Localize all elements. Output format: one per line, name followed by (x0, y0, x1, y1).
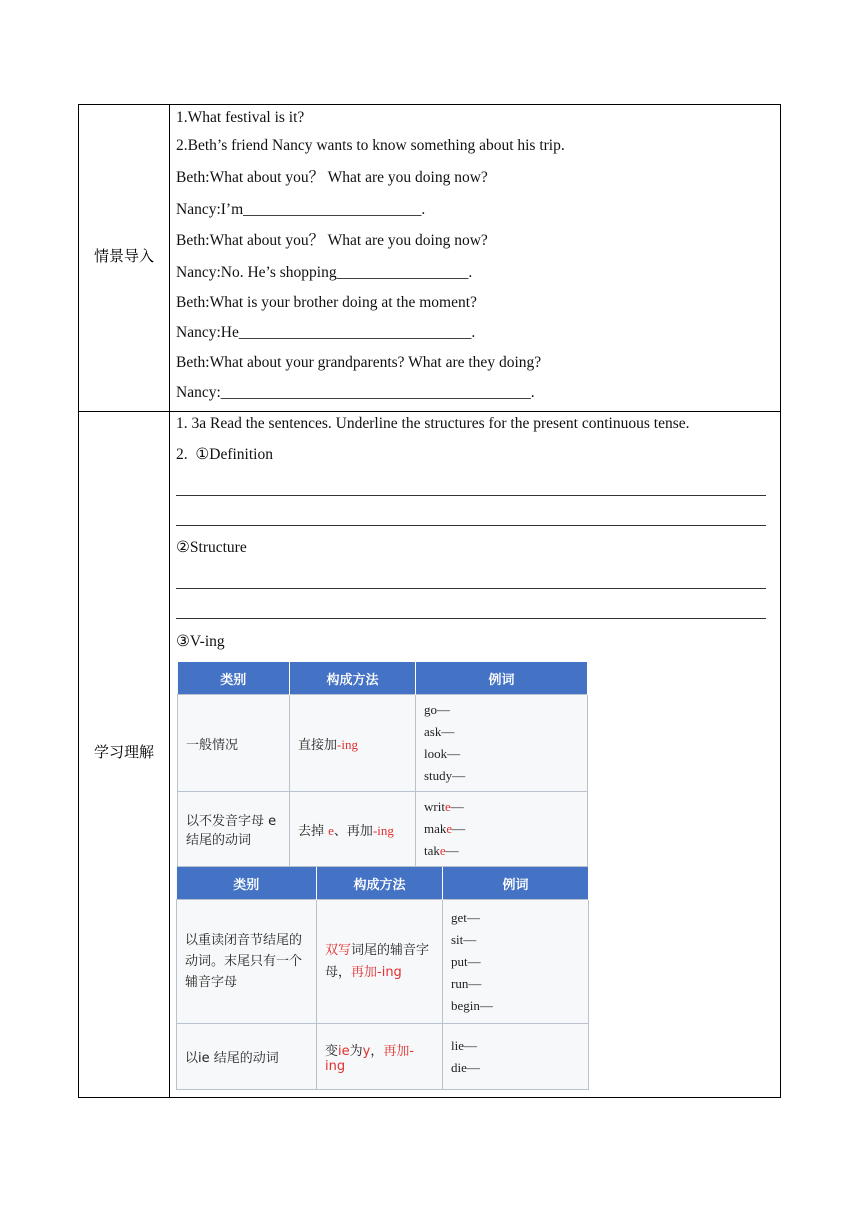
example-word: begin— (451, 997, 493, 1013)
row1-line-10: Nancy:________________________________________. (176, 384, 535, 401)
example-word: write— (424, 799, 464, 814)
row2-item2: 2. ①Definition (176, 446, 273, 463)
header-examples: 例词 (443, 867, 589, 900)
example-word: get— (451, 909, 480, 925)
header-examples: 例词 (416, 662, 588, 695)
answer-line (176, 618, 766, 619)
ving-table-2 (176, 867, 589, 1090)
row1-line-1: 1.What festival is it? (176, 109, 305, 126)
example-word: ask— (424, 724, 455, 739)
example-word: study— (424, 768, 466, 783)
row1-line-8: Nancy:He______________________________. (176, 324, 476, 341)
row2-structure: ②Structure (176, 539, 247, 556)
header-category: 类别 (178, 662, 290, 695)
examples-cell (416, 695, 588, 792)
example-word: make— (424, 821, 466, 836)
examples-cell (443, 900, 589, 1024)
example-word: run— (451, 975, 482, 991)
example-word: sit— (451, 931, 477, 947)
row-divider (79, 411, 780, 412)
ving-table-1 (177, 662, 588, 867)
header-method: 构成方法 (317, 867, 443, 900)
table-row (178, 695, 588, 792)
answer-line (176, 588, 766, 589)
example-word: go— (424, 702, 450, 717)
category-cell: 以重读闭音节结尾的动词。末尾只有一个辅音字母 (177, 900, 317, 1024)
answer-line (176, 495, 766, 496)
examples-cell (416, 792, 588, 867)
row1-line-4: Nancy:I’m_______________________. (176, 201, 426, 218)
example-word: put— (451, 953, 481, 969)
example-word: look— (424, 746, 461, 761)
row1-line-5: Beth:What about you？ What are you doing now? (176, 232, 488, 249)
row1-line-7: Beth:What is your brother doing at the moment? (176, 294, 477, 311)
row1-line-3: Beth:What about you？ What are you doing now? (176, 169, 488, 186)
example-word: lie— (451, 1037, 477, 1053)
table-row (177, 1024, 589, 1090)
category-cell: 以ie 结尾的动词 (177, 1024, 317, 1090)
row1-line-9: Beth:What about your grandparents? What are they doing? (176, 354, 542, 371)
example-word: die— (451, 1059, 480, 1075)
answer-line (176, 525, 766, 526)
table-row (178, 792, 588, 867)
row2-label: 学习理解 (93, 743, 154, 761)
row1-line-2: 2.Beth’s friend Nancy wants to know something about his trip. (176, 137, 565, 154)
examples-cell (443, 1024, 589, 1090)
category-cell: 以不发音字母 e 结尾的动词 (178, 792, 290, 867)
column-divider (169, 105, 170, 1097)
header-category: 类别 (177, 867, 317, 900)
method-cell: 去掉 e、再加-ing (290, 792, 416, 867)
header-method: 构成方法 (290, 662, 416, 695)
method-cell: 直接加-ing (290, 695, 416, 792)
row1-line-6: Nancy:No. He’s shopping_________________. (176, 264, 473, 281)
row1-label: 情景导入 (93, 247, 154, 265)
table-row (177, 900, 589, 1024)
category-cell: 一般情况 (178, 695, 290, 792)
row2-ving: ③V-ing (176, 633, 225, 650)
row2-item1: 1. 3a Read the sentences. Underline the structures for the present continuous tense. (176, 415, 690, 432)
example-word: take— (424, 843, 459, 858)
method-cell: 变ie为y，再加-ing (317, 1024, 443, 1090)
method-cell: 双写词尾的辅音字母，再加-ing (317, 900, 443, 1024)
